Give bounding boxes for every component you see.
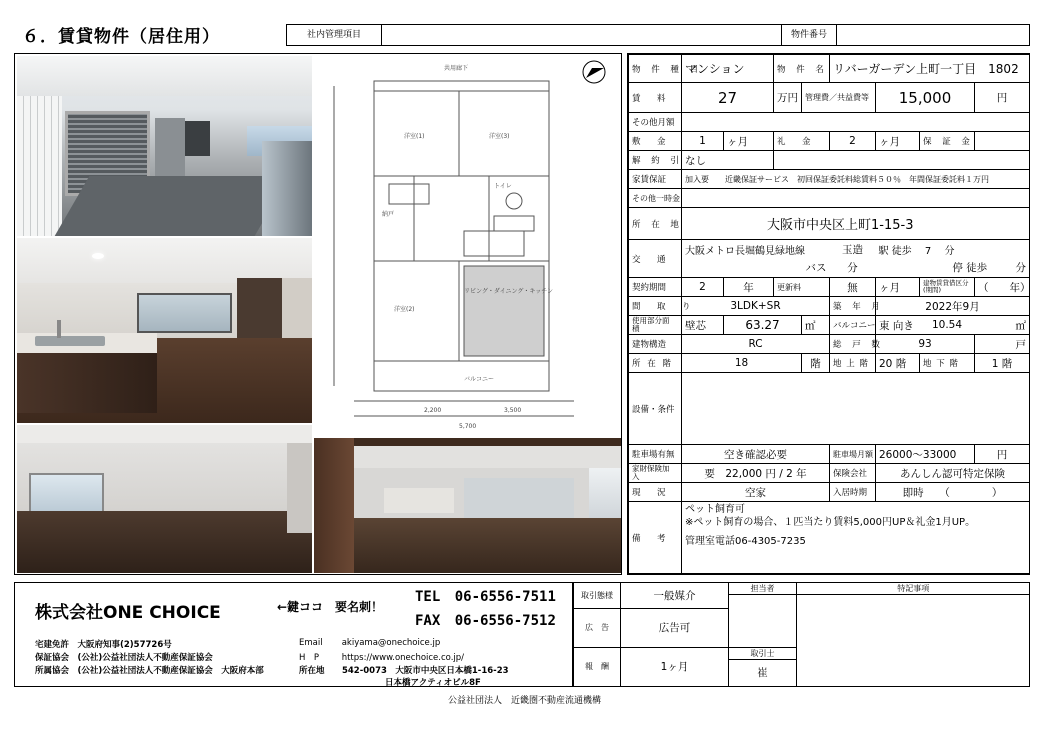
row-rent: 賃 料 27 万円 管理費／共益費等 15,000 円 — [629, 83, 1030, 113]
row-floor: 所 在 階 18 階 地 上 階 20 階 地 下 階 1 階 — [629, 354, 1030, 373]
addr-line-1: 542-0073 大阪市中央区日本橋1-16-23 — [341, 666, 509, 676]
remarks-line-2: ※ペット飼育の場合、１匹当たり賃料5,000円UP＆礼金1月UP。 — [685, 517, 976, 528]
guarantee-assoc: 保証協会 (公社)公益社団法人不動産保証協会 — [35, 653, 213, 663]
row-area: 使用部分面 積 壁芯 63.27 ㎡ バルコニー 東 向き 10.54 ㎡ — [629, 316, 1030, 335]
photo-bedroom — [17, 425, 312, 573]
hp-label: H P — [299, 653, 320, 663]
photo-balcony — [17, 56, 312, 236]
floorplan-image — [314, 56, 621, 434]
row-address: 所 在 地 大阪市中央区上町1-15-3 — [629, 208, 1030, 240]
plan-label-balcony: バルコニー — [464, 376, 495, 383]
company-name: 株式会社ONE CHOICE — [35, 603, 221, 623]
page-title: ６．賃貸物件（居住用） — [22, 27, 220, 47]
plan-label-room3: 洋室(3) — [489, 133, 510, 140]
fax-label: FAX — [415, 613, 441, 629]
plan-label-storage: 納戸 — [382, 211, 395, 218]
email-label: Email — [299, 638, 323, 648]
member-assoc: 所属協会 (公社)公益社団法人不動産保証協会 大阪府本部 — [35, 666, 264, 676]
plan-label-ldk: リビング・ダイニング・キッチン — [464, 288, 553, 295]
fax-number: 06-6556-7512 — [454, 613, 556, 629]
row-rent-guarantee: 家賃保証 加入要 近畿保証サービス 初回保証委託料総賃料５０％ 年間保証委託料１万円 — [629, 170, 1030, 189]
license: 宅建免許 大阪府知事(2)57726号 — [35, 640, 172, 650]
details-panel — [627, 53, 1030, 575]
plan-label-toilet: トイレ — [494, 183, 512, 190]
row-other-monthly: その他月額 — [629, 113, 1030, 132]
email-link[interactable]: akiyama@onechoice.jp — [341, 638, 441, 648]
hp-link[interactable]: https://www.onechoice.co.jp/ — [341, 653, 465, 663]
rent-value: 27 — [682, 83, 774, 113]
photo-kitchen — [17, 238, 312, 423]
details-table — [628, 54, 1030, 574]
row-transport-2: バス 分 停 徒歩 分 — [629, 259, 1030, 278]
footer-deal-box — [573, 582, 1030, 687]
property-no-label: 物件番号 — [782, 25, 837, 45]
fee-value: 15,000 — [876, 83, 975, 113]
type-value: マンション — [682, 55, 774, 83]
row-insurance: 家財保険加 入 要 22,000 円 / 2 年 保険会社 あんしん認可特定保険 — [629, 464, 1030, 483]
addr-label: 所在地 — [299, 666, 325, 676]
row-cancel: 解 約 引 なし — [629, 151, 1030, 170]
media-panel — [14, 53, 622, 575]
plan-dim-3: 5,700 — [459, 423, 477, 430]
org-name: 公益社団法人 近畿圏不動産流通機構 — [447, 696, 601, 706]
floorplan-svg — [314, 56, 621, 434]
row-layout: 間 取 り 3LDK+SR 築 年 月 2022年9月 — [629, 297, 1030, 316]
row-transport-1: 交 通 大阪メトロ長堀鶴見緑地線 玉造 駅 徒歩 7 分 — [629, 240, 1030, 259]
row-facilities: 設備・条件 — [629, 373, 1030, 445]
row-deposit: 敷 金 1 ヶ月 礼 金 2 ヶ月 保 証 金 — [629, 132, 1030, 151]
remarks-line-4: 管理室電話06-4305-7235 — [685, 536, 806, 547]
row-remarks: 備 考 ペット飼育可 ※ペット飼育の場合、１匹当たり賃料5,000円UP＆礼金1月UP。 管理室電話06-4305-7235 — [629, 502, 1030, 574]
plan-dim-2: 3,500 — [504, 407, 522, 414]
plan-label-room1: 洋室(1) — [404, 133, 425, 140]
row-contract: 契約期間 2 年 更新料 無 ヶ月 建物賃貸借区分(期間) （ 年） — [629, 278, 1030, 297]
addr-line-2: 日本橋アクティオビル8F — [385, 678, 481, 688]
plan-dim-1: 2,200 — [424, 407, 442, 414]
plan-label-room2: 洋室(2) — [394, 306, 415, 313]
header-mgmt-box — [286, 24, 1030, 46]
deal-table: 取引態様 一般媒介 担当者 特記事項 広 告 広告可 報 酬 1ヶ月 取引士 崔 — [573, 583, 1030, 687]
tel-label: TEL — [415, 589, 441, 605]
row-status: 現 況 空家 入居時期 即時 （ ） — [629, 483, 1030, 502]
row-parking: 駐車場有無 空き確認必要 駐車場月額 26000～33000 円 — [629, 445, 1030, 464]
photo-living — [314, 438, 621, 573]
property-no-value — [837, 25, 1029, 45]
row-structure: 建物構造 RC 総 戸 数 93 戸 — [629, 335, 1030, 354]
tel-number: 06-6556-7511 — [454, 589, 556, 605]
property-name-value: リバーガーデン上町一丁目 1802 — [830, 55, 1030, 83]
row-type: 物 件 種 目 マンション 物 件 名 リバーガーデン上町一丁目 1802 — [629, 55, 1030, 83]
row-other-onetime: その他一時金 — [629, 189, 1030, 208]
address-value: 大阪市中央区上町1-15-3 — [682, 208, 1030, 240]
key-note: ←鍵ココ 要名刺！ — [277, 600, 384, 614]
plan-label-corridor: 共用廊下 — [444, 65, 469, 72]
footer-company-box — [14, 582, 573, 687]
mgmt-label: 社内管理項目 — [287, 25, 382, 45]
remarks-line-1: ペット飼育可 — [685, 504, 745, 515]
mgmt-value — [382, 25, 782, 45]
